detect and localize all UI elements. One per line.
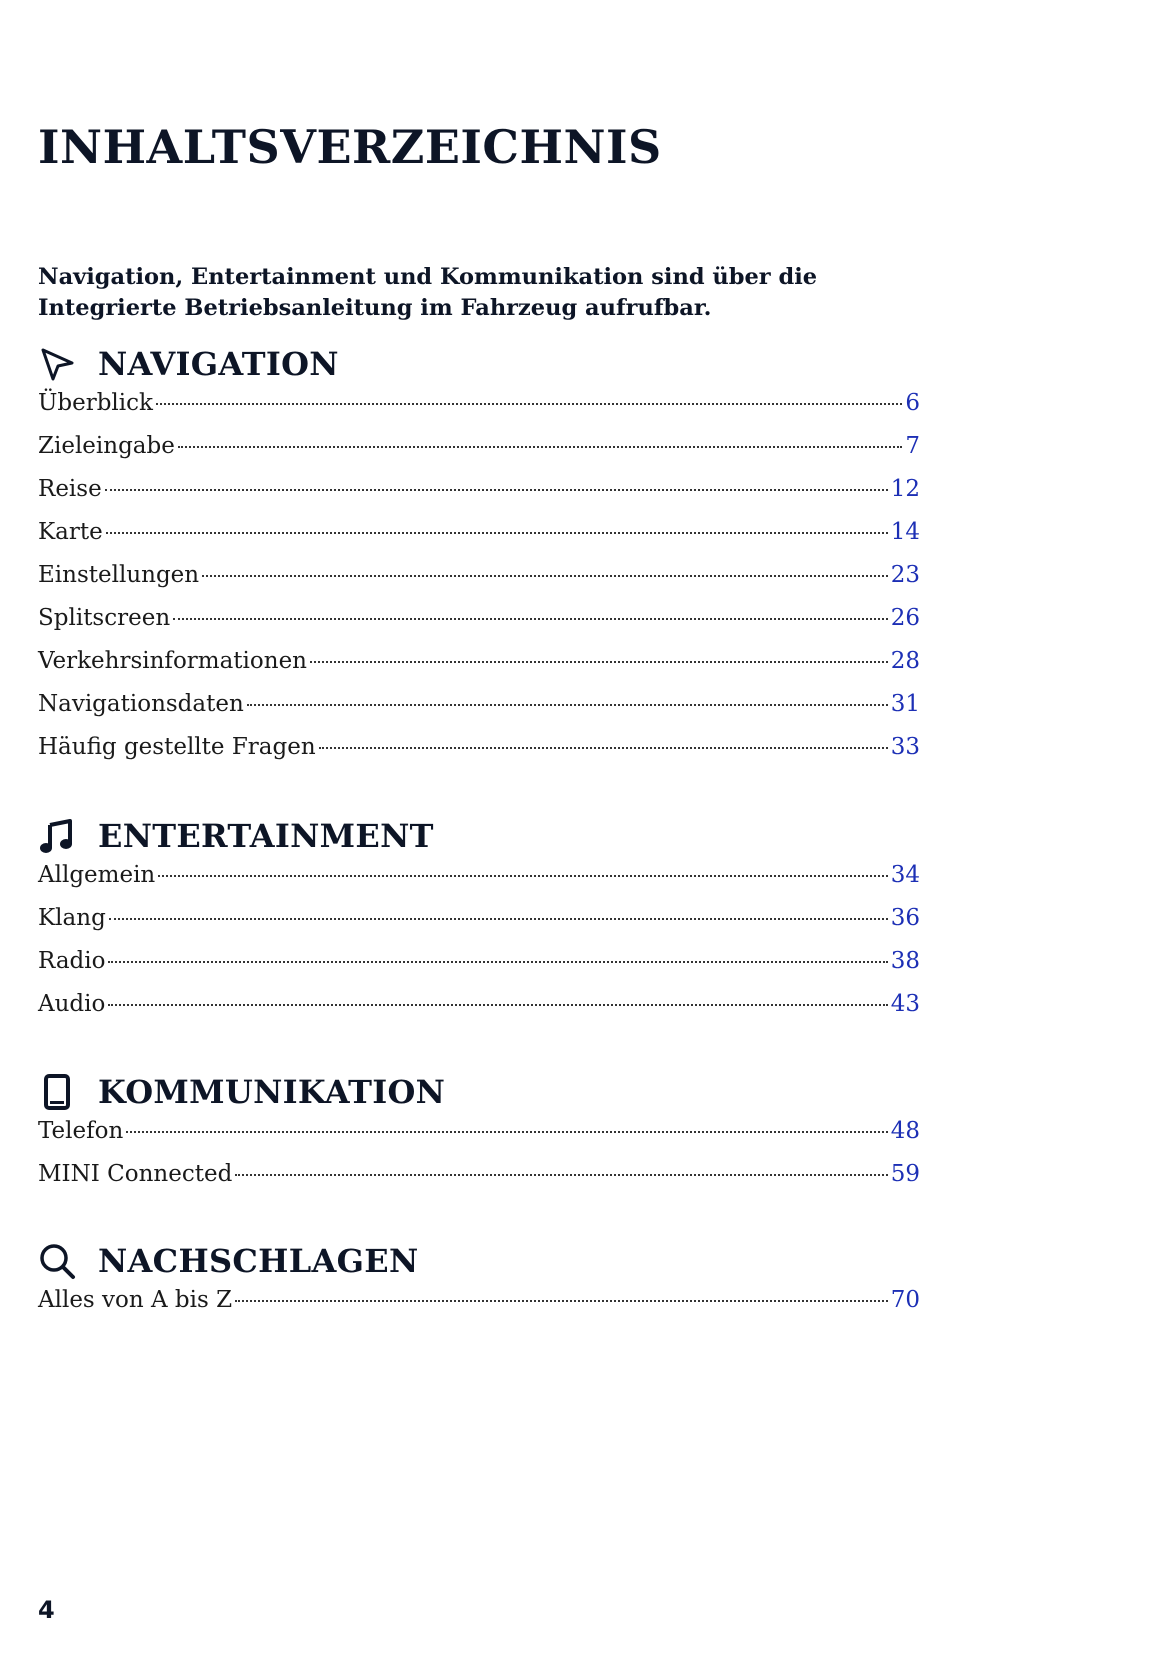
toc-leader-dots — [178, 446, 903, 448]
search-icon — [38, 1240, 80, 1282]
toc-entry-label: Häufig gestellte Fragen — [38, 734, 316, 760]
toc-leader-dots — [158, 875, 887, 877]
toc-entry-label: Splitscreen — [38, 605, 171, 631]
toc-page-link[interactable]: 36 — [890, 905, 920, 931]
section-header — [38, 1066, 920, 1118]
toc-entry-label: Radio — [38, 948, 106, 974]
section-title: KOMMUNIKATION — [98, 1073, 446, 1111]
toc-leader-dots — [126, 1131, 887, 1133]
page-number: 4 — [38, 1596, 55, 1624]
phone-icon — [38, 1071, 80, 1113]
toc-leader-dots — [235, 1174, 887, 1176]
toc-entry[interactable] — [38, 519, 920, 562]
toc-entry-label: Klang — [38, 905, 106, 931]
toc-entry[interactable] — [38, 476, 920, 519]
toc-entry-label: Audio — [38, 991, 106, 1017]
toc-entry[interactable] — [38, 1287, 920, 1330]
section-header — [38, 810, 920, 862]
section-title: NAVIGATION — [98, 345, 339, 383]
toc-entry[interactable] — [38, 648, 920, 691]
toc-entry-label: Karte — [38, 519, 103, 545]
toc-entry[interactable] — [38, 948, 920, 991]
toc-entry[interactable] — [38, 734, 920, 777]
toc-entry[interactable] — [38, 991, 920, 1034]
toc-entry-label: Allgemein — [38, 862, 156, 888]
toc-entry[interactable] — [38, 390, 920, 433]
toc-leader-dots — [310, 661, 888, 663]
toc-leader-dots — [105, 489, 888, 491]
toc-leader-dots — [108, 1004, 887, 1006]
toc-leader-dots — [109, 918, 888, 920]
toc-page-link[interactable]: 70 — [890, 1287, 920, 1313]
toc-entry-label: Verkehrsinformationen — [38, 648, 307, 674]
toc-leader-dots — [235, 1300, 888, 1302]
navigation-arrow-icon — [38, 343, 80, 385]
toc-entry-label: Reise — [38, 476, 102, 502]
toc-page-link[interactable]: 33 — [890, 734, 920, 760]
toc-leader-dots — [156, 403, 902, 405]
toc-page-link[interactable]: 43 — [890, 991, 920, 1017]
toc-page-link[interactable]: 12 — [890, 476, 920, 502]
toc-leader-dots — [202, 575, 888, 577]
toc-entry[interactable] — [38, 433, 920, 476]
intro-text: Navigation, Entertainment und Kommunikation sind über die Integrierte Betriebsanleitung im Fahrzeug aufrufbar. — [38, 264, 818, 321]
toc-entry-label: Alles von A bis Z — [38, 1287, 233, 1313]
section-title: NACHSCHLAGEN — [98, 1242, 419, 1280]
section-header — [38, 1235, 920, 1287]
section-entertainment — [38, 810, 920, 1034]
toc-page-link[interactable]: 6 — [905, 390, 920, 416]
toc-entry-label: Navigationsdaten — [38, 691, 244, 717]
toc-entry[interactable] — [38, 862, 920, 905]
section-navigation — [38, 338, 920, 777]
toc-entry[interactable] — [38, 691, 920, 734]
toc-leader-dots — [108, 961, 887, 963]
toc-entry-label: MINI Connected — [38, 1161, 233, 1187]
toc-page-link[interactable]: 14 — [890, 519, 920, 545]
toc-page-link[interactable]: 34 — [890, 862, 920, 888]
toc-leader-dots — [247, 704, 888, 706]
section-header — [38, 338, 920, 390]
section-title: ENTERTAINMENT — [98, 817, 434, 855]
toc-entry-label: Zieleingabe — [38, 433, 175, 459]
toc-entry[interactable] — [38, 605, 920, 648]
toc-leader-dots — [106, 532, 888, 534]
toc-entry[interactable] — [38, 1118, 920, 1161]
toc-page-link[interactable]: 38 — [890, 948, 920, 974]
toc-page-link[interactable]: 59 — [890, 1161, 920, 1187]
toc-page-link[interactable]: 7 — [905, 433, 920, 459]
toc-entry[interactable] — [38, 905, 920, 948]
toc-page-link[interactable]: 28 — [890, 648, 920, 674]
toc-page-link[interactable]: 23 — [890, 562, 920, 588]
toc-entry-label: Telefon — [38, 1118, 124, 1144]
toc-leader-dots — [319, 747, 888, 749]
toc-page-link[interactable]: 26 — [890, 605, 920, 631]
toc-entry-label: Überblick — [38, 390, 153, 416]
toc-leader-dots — [173, 618, 888, 620]
page-title: INHALTSVERZEICHNIS — [38, 120, 662, 174]
music-note-icon — [38, 815, 80, 857]
toc-entry[interactable] — [38, 562, 920, 605]
section-nachschlagen — [38, 1235, 920, 1330]
toc-page-link[interactable]: 31 — [890, 691, 920, 717]
toc-entry-label: Einstellungen — [38, 562, 200, 588]
section-kommunikation — [38, 1066, 920, 1204]
toc-page-link[interactable]: 48 — [890, 1118, 920, 1144]
toc-entry[interactable] — [38, 1161, 920, 1204]
